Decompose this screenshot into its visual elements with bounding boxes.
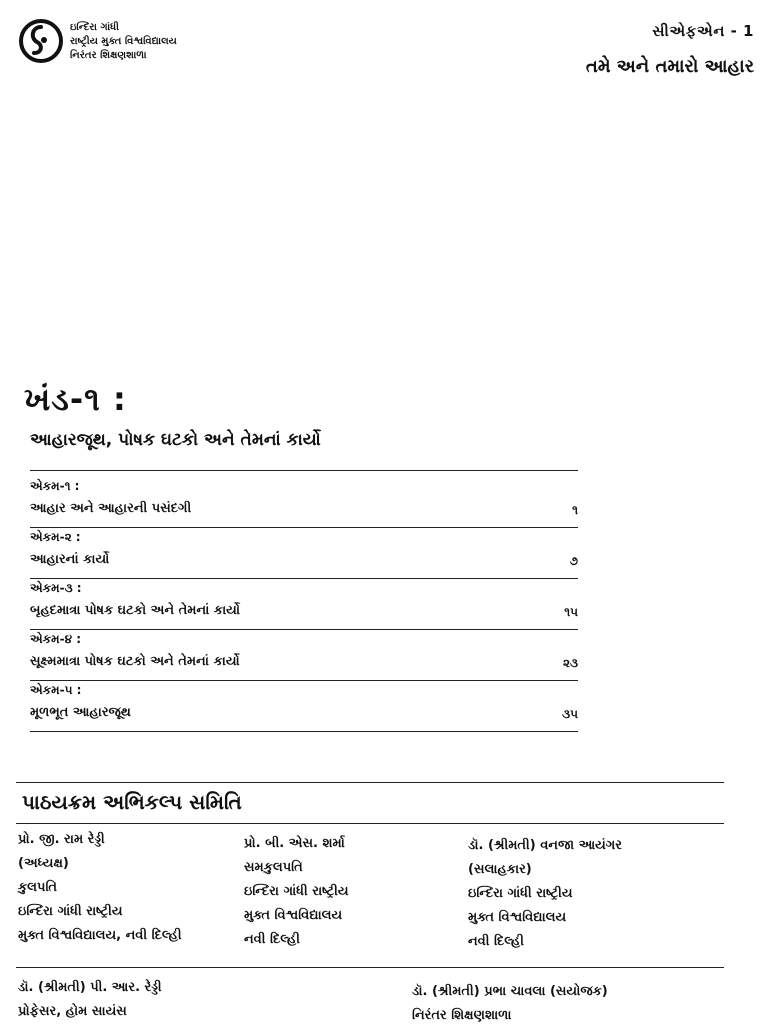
committee-member [244,832,349,952]
block-title: ખંડ-૧ : [24,380,127,418]
committee-member [412,980,608,1028]
member-detail: કુલપતિ [18,880,58,895]
unit-name: મૂળભૂત આહારજૂથ [30,705,131,720]
unit-name: આહારનાં કાર્યો [30,552,110,567]
member-detail: ઇન્દિરા ગાંધી રાષ્ટ્રીય [244,884,349,899]
member-name: પ્રો. બી. એસ. શર્મા [244,836,345,851]
member-detail: (સલાહકાર) [468,862,532,877]
unit-label: એકમ-૧ : [30,479,80,493]
university-name [70,21,177,63]
course-title: તમે અને તમારો આહાર [585,56,754,77]
member-name: ડૉ. (શ્રીમતી) પી. આર. રેડ્ડી [18,980,162,995]
member-detail: મુક્ત વિશ્વવિદ્યાલય [468,910,567,925]
units-table-of-contents [30,470,578,732]
university-name-line-2: રાષ્ટ્રીય મુક્ત વિશ્વવિદ્યાલય [70,36,177,47]
committee-lower-divider [16,967,724,968]
member-detail: (અધ્યક્ષ) [18,856,69,871]
university-logo-icon [18,18,64,64]
member-detail: મુક્ત વિશ્વવિદ્યાલય, નવી દિલ્હી [18,928,182,943]
member-detail: મુક્ત વિશ્વવિદ્યાલય [244,908,343,923]
unit-label: એકમ-૨ : [30,530,81,544]
member-detail: પ્રોફેસર, હોમ સાયંસ [18,1004,127,1019]
unit-row [30,681,578,732]
unit-page-number: ૧૫ [564,605,578,619]
member-detail: નિરંતર શિક્ષણશાળા [412,1008,512,1023]
course-code: સીએફએન - 1 [652,22,754,40]
unit-label: એકમ-૪ : [30,632,82,646]
university-name-line-3: નિરંતર શિક્ષણશાળા [70,50,147,61]
unit-row [30,477,578,528]
member-name: પ્રો. જી. રામ રેડ્ડી [18,832,105,847]
committee-member [468,834,622,954]
committee-title: પાઠયક્રમ અભિકલ્પ સમિતિ [22,790,242,814]
unit-label: એકમ-૫ : [30,683,82,697]
member-detail: નવી દિલ્હી [468,934,524,949]
member-detail: ઇન્દિરા ગાંધી રાષ્ટ્રીય [468,886,573,901]
block-subtitle: આહારજૂથ, પોષક ઘટકો અને તેમનાં કાર્યો [30,430,321,450]
unit-name: આહાર અને આહારની પસંદગી [30,501,192,516]
unit-name: બૃહદમાત્રા પોષક ઘટકો અને તેમનાં કાર્યો [30,603,240,618]
unit-name: સૂક્ષ્મમાત્રા પોષક ઘટકો અને તેમનાં કાર્યો [30,654,240,669]
unit-page-number: ૨૩ [562,656,578,670]
member-name: ડૉ. (શ્રીમતી) પ્રભા ચાવલા (સયોજક) [412,984,608,999]
toc-top-divider [30,470,578,471]
committee-top-divider [16,782,724,783]
committee-member [18,828,182,948]
member-detail: નવી દિલ્હી [244,932,300,947]
member-detail: ઇન્દિરા ગાંધી રાષ્ટ્રીય [18,904,123,919]
committee-title-divider [16,823,724,824]
unit-label: એકમ-૩ : [30,581,82,595]
member-name: ડૉ. (શ્રીમતી) વનજા આયંગર [468,838,622,853]
committee-member [18,976,162,1024]
university-name-line-1: ઇન્દિરા ગાંધી [70,22,120,33]
unit-page-number: ૩૫ [562,707,578,721]
unit-page-number: ૧ [572,503,578,517]
unit-divider [30,731,578,732]
unit-page-number: ૭ [569,554,578,568]
member-detail: સમકુલપતિ [244,860,303,875]
unit-row [30,579,578,630]
unit-row [30,630,578,681]
unit-row [30,528,578,579]
